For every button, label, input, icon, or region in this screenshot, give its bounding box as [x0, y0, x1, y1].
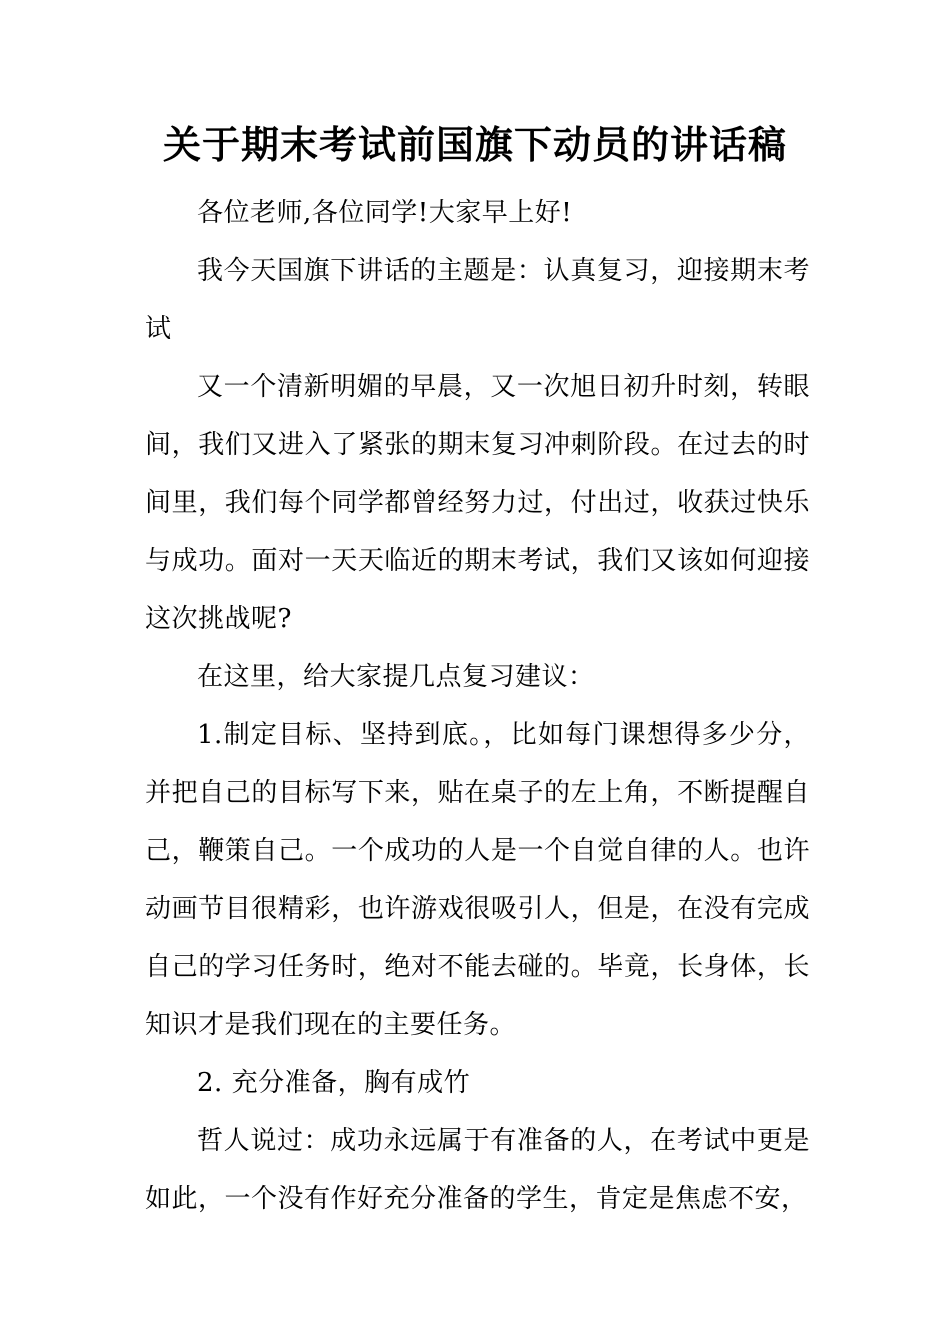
- document-body: [145, 184, 810, 1228]
- paragraph-topic: 我今天国旗下讲话的主题是：认真复习，迎接期末考试: [145, 256, 810, 344]
- paragraph-suggestion-2-body: 哲人说过：成功永远属于有准备的人，在考试中更是如此，一个没有作好充分准备的学生，肯定是焦虑不安，: [145, 1126, 810, 1214]
- paragraph-greeting: 各位老师,各位同学!大家早上好!: [197, 198, 573, 228]
- paragraph-suggestions-lead: 在这里，给大家提几点复习建议：: [197, 662, 595, 692]
- paragraph-suggestion-1: 1.制定目标、坚持到底。，比如每门课想得多少分，并把自己的目标写下来，贴在桌子的左上角，不断提醒自己，鞭策自己。一个成功的人是一个自觉自律的人。也许动画节目很精彩，也许游戏很吸引人，但是，在没有完成自己的学习任务时，绝对不能去碰的。毕竟，长身体，长知识才是我们现在的主要任务。: [145, 720, 810, 1040]
- paragraph-suggestion-2-heading: 2. 充分准备，胸有成竹: [197, 1068, 471, 1098]
- paragraph-intro: 又一个清新明媚的早晨，又一次旭日初升时刻，转眼间，我们又进入了紧张的期末复习冲刺阶段。在过去的时间里，我们每个同学都曾经努力过，付出过，收获过快乐与成功。面对一天天临近的期末考试，我们又该如何迎接这次挑战呢?: [145, 372, 810, 634]
- document-title: 关于期末考试前国旗下动员的讲话稿: [162, 122, 787, 167]
